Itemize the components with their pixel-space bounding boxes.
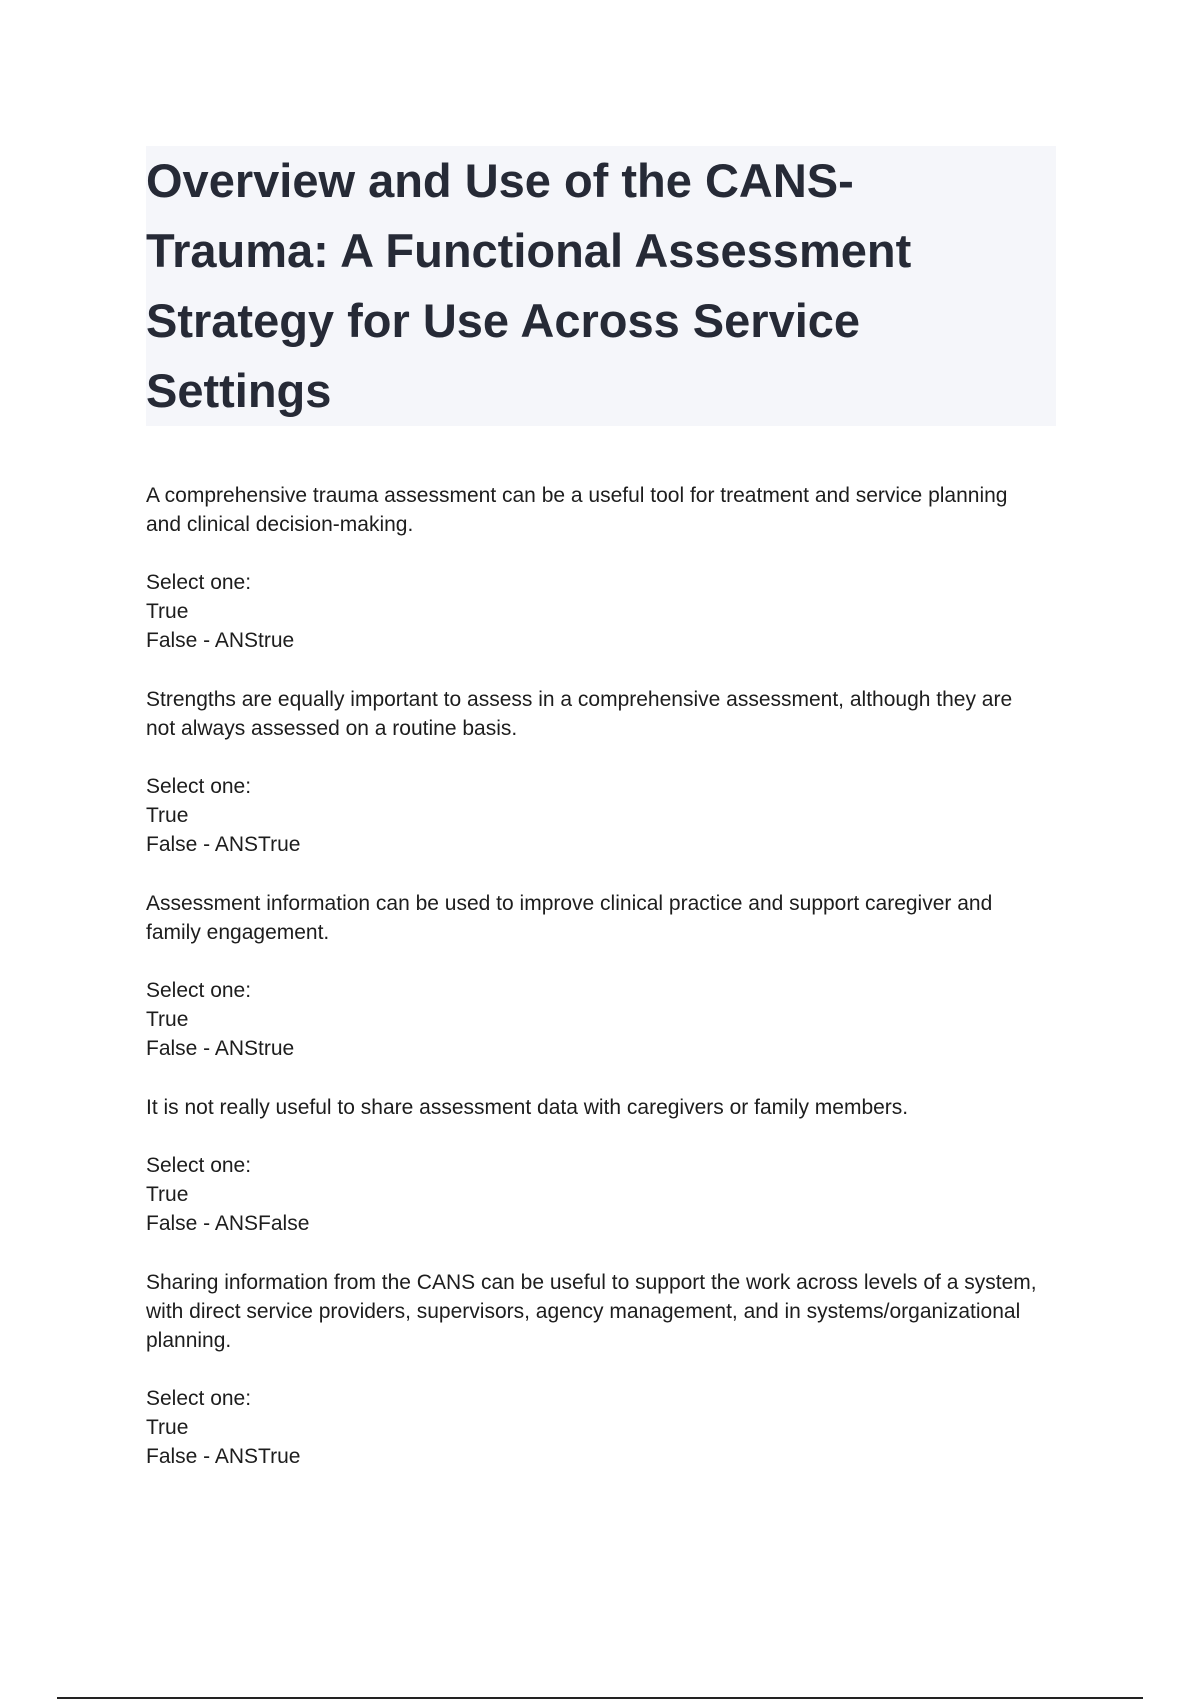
option-true: True: [146, 600, 189, 623]
option-true: True: [146, 1183, 189, 1206]
question-item: [146, 889, 1046, 1063]
option-false-answer: False - ANSTrue: [146, 833, 301, 856]
option-false-answer: False - ANSTrue: [146, 1445, 301, 1468]
select-prompt: Select one:: [146, 775, 252, 798]
select-prompt: Select one:: [146, 1387, 252, 1410]
question-text: It is not really useful to share assessment data with caregivers or family members.: [146, 1096, 909, 1119]
question-item: [146, 481, 1046, 655]
question-item: [146, 685, 1046, 859]
option-true: True: [146, 804, 189, 827]
question-text: Strengths are equally important to assess in a comprehensive assessment, although they are not always assessed on a routine basis.: [146, 688, 1013, 740]
option-true: True: [146, 1008, 189, 1031]
option-false-answer: False - ANSFalse: [146, 1212, 310, 1235]
footer-divider: [57, 1697, 1143, 1699]
document-title: Overview and Use of the CANS-Trauma: A Functional Assessment Strategy for Use Across Service Settings: [146, 154, 912, 417]
option-true: True: [146, 1416, 189, 1439]
question-text: A comprehensive trauma assessment can be a useful tool for treatment and service planning and clinical decision-making.: [146, 484, 1008, 536]
question-item: [146, 1093, 1046, 1238]
question-item: [146, 1268, 1046, 1471]
title-banner: [146, 146, 1056, 426]
select-prompt: Select one:: [146, 1154, 252, 1177]
select-prompt: Select one:: [146, 979, 252, 1002]
question-text: Assessment information can be used to improve clinical practice and support caregiver and family engagement.: [146, 892, 993, 944]
option-false-answer: False - ANStrue: [146, 1037, 295, 1060]
question-text: Sharing information from the CANS can be useful to support the work across levels of a system, with direct service providers, supervisors, agency management, and in systems/organizational planning.: [146, 1271, 1037, 1352]
question-list: [146, 481, 1046, 1501]
select-prompt: Select one:: [146, 571, 252, 594]
option-false-answer: False - ANStrue: [146, 629, 295, 652]
